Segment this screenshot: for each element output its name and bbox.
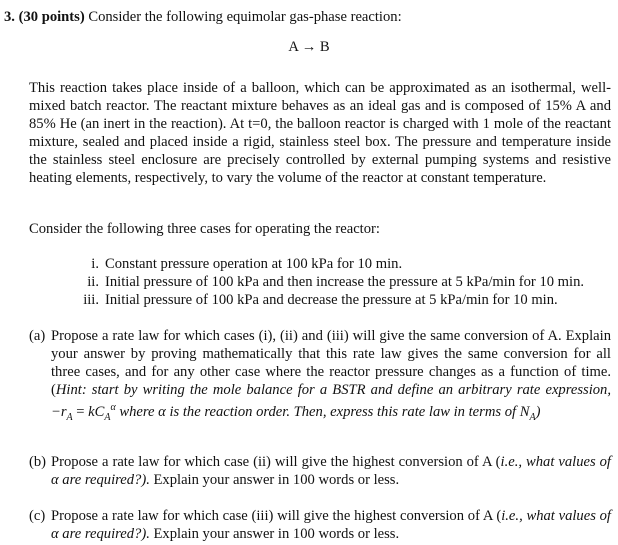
part-a-body	[51, 327, 611, 427]
part-b	[29, 453, 611, 489]
case-number: i.	[91, 256, 99, 272]
part-c-text-1: Propose a rate law for which case (iii) will give the highest conversion of A (	[51, 508, 502, 524]
part-a-label: (a)	[29, 328, 46, 344]
part-a-hint-2: where α is the reaction order. Then, express this rate law in terms of N	[115, 403, 530, 420]
part-b-text-1: Propose a rate law for which case (ii) will give the highest conversion of A (	[51, 454, 501, 470]
case-number: iii.	[83, 292, 99, 308]
case-item	[76, 291, 558, 309]
intro-paragraph: This reaction takes place inside of a balloon, which can be approximated as an isothermal, well-mixed batch reactor. The reactant mixture behaves as an ideal gas and is composed of 15% A and 85% He (an inert in the reaction). At t=0, the balloon reactor is charged with 1 mole of the reactant mixture, sealed and placed inside a rigid, stainless steel box. The pressure and temperature inside the stainless steel enclosure are precisely controlled by external pumping systems and resistive heating elements, respectively, to vary the volume of the reactor at constant temperature.	[29, 80, 611, 186]
part-c-text-2: Explain your answer in 100 words or less.	[149, 526, 400, 542]
part-b-label: (b)	[29, 454, 47, 470]
rate-expression: $-r_A = kC_A^\alpha$	[51, 402, 116, 423]
part-a-hint-sub: A	[529, 411, 536, 423]
case-item	[76, 255, 402, 273]
case-text: Initial pressure of 100 kPa and decrease the pressure at 5 kPa/min for 10 min.	[105, 292, 558, 308]
question-prompt: Consider the following equimolar gas-phase reaction:	[88, 9, 402, 25]
case-number: ii.	[87, 274, 99, 290]
part-b-italic: i.e., what values of α are required?).	[51, 454, 611, 488]
part-c-label: (c)	[29, 508, 46, 524]
case-text: Constant pressure operation at 100 kPa for 10 min.	[105, 256, 403, 272]
part-b-text-2: Explain your answer in 100 words or less.	[149, 472, 400, 488]
cases-intro: Consider the following three cases for operating the reactor:	[29, 221, 380, 237]
case-item	[76, 273, 584, 291]
question-number: 3.	[4, 9, 15, 25]
part-b-body	[51, 453, 611, 489]
reaction-equation: A → B	[288, 39, 330, 55]
part-c-body	[51, 507, 611, 543]
part-c	[29, 507, 611, 543]
part-c-italic: i.e., what values of α are required?).	[51, 508, 611, 542]
part-a	[29, 327, 611, 427]
part-a-text: Propose a rate law for which cases (i), (ii) and (iii) will give the same conversion of A. Explain your answer by proving mathematically that this rate law gives the same conversion for all three cases, and for any other case where the reactor pressure changes as a function of time. (	[51, 328, 611, 398]
question-points: (30 points)	[18, 9, 85, 25]
part-a-hint-1: Hint: start by writing the mole balance for a BSTR and define an arbitrary rate expression,	[55, 382, 611, 398]
part-a-hint-end: )	[535, 403, 541, 420]
case-text: Initial pressure of 100 kPa and then increase the pressure at 5 kPa/min for 10 min.	[105, 274, 585, 290]
question-header	[4, 8, 402, 26]
